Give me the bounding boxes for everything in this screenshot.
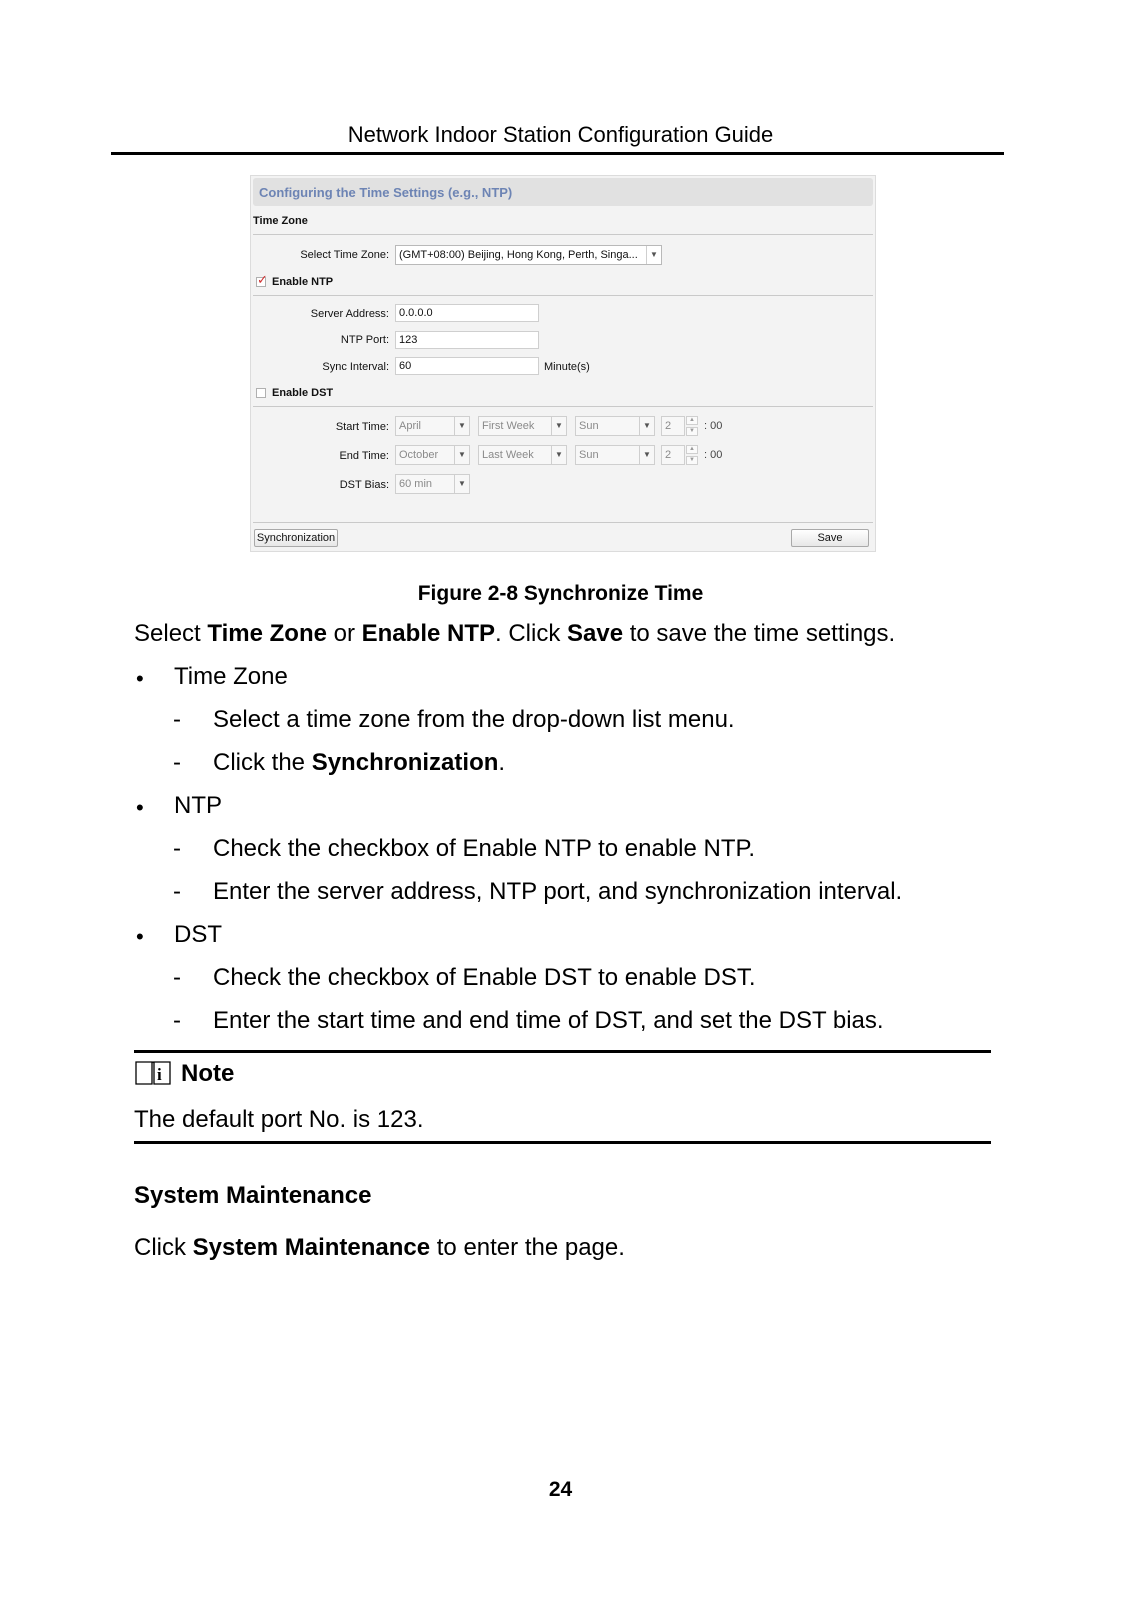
chevron-down-icon: ▼	[639, 446, 654, 464]
dash-marker: -	[173, 878, 181, 905]
end-hour-value: 2	[661, 445, 685, 465]
separator	[253, 406, 873, 407]
start-hour-spinner[interactable]	[661, 416, 699, 436]
spinner-up-icon[interactable]: ▲	[686, 445, 698, 454]
ntp-port-input[interactable]: 123	[395, 331, 539, 349]
note-bottom-rule	[134, 1141, 991, 1144]
system-maintenance-paragraph: Click System Maintenance to enter the page.	[134, 1234, 625, 1261]
chevron-down-icon: ▼	[454, 446, 469, 464]
dash-marker: -	[173, 749, 181, 776]
spinner-down-icon[interactable]: ▼	[686, 456, 698, 465]
chevron-down-icon: ▼	[454, 417, 469, 435]
dst-bias-select[interactable]	[395, 474, 470, 494]
ntp-item-2: Enter the server address, NTP port, and synchronization interval.	[213, 878, 903, 905]
server-address-input[interactable]: 0.0.0.0	[395, 304, 539, 322]
select-time-zone-label: Select Time Zone:	[300, 249, 389, 261]
note-top-rule	[134, 1050, 991, 1053]
system-maintenance-heading: System Maintenance	[134, 1182, 372, 1209]
start-hour-value: 2	[661, 416, 685, 436]
dash-marker: -	[173, 1007, 181, 1034]
time-zone-select[interactable]	[395, 245, 662, 265]
bullet-time-zone: Time Zone	[174, 663, 288, 690]
chevron-down-icon: ▼	[454, 475, 469, 493]
note-label: Note	[181, 1060, 235, 1087]
enable-ntp-label: Enable NTP	[272, 276, 334, 288]
svg-text:i: i	[157, 1065, 162, 1084]
intro-paragraph: Select Time Zone or Enable NTP. Click Save to save the time settings.	[134, 620, 896, 647]
start-week-value: First Week	[482, 420, 535, 432]
note-book-icon	[135, 1060, 171, 1086]
bullet-ntp: NTP	[174, 792, 222, 819]
start-minutes: : 00	[704, 420, 723, 432]
sync-interval-unit: Minute(s)	[544, 361, 590, 373]
start-day-select[interactable]	[575, 416, 655, 436]
server-address-label: Server Address:	[310, 308, 389, 320]
enable-dst-label: Enable DST	[272, 387, 334, 399]
start-week-select[interactable]	[478, 416, 567, 436]
spinner-up-icon[interactable]: ▲	[686, 416, 698, 425]
chevron-down-icon: ▼	[639, 417, 654, 435]
end-day-value: Sun	[579, 449, 599, 461]
bullet-icon: •	[136, 924, 144, 949]
chevron-down-icon: ▼	[551, 417, 566, 435]
sync-interval-input[interactable]: 60	[395, 357, 539, 375]
dst-item-1: Check the checkbox of Enable DST to enable DST.	[213, 964, 756, 991]
end-month-value: October	[399, 449, 439, 461]
figure-caption: Figure 2-8 Synchronize Time	[417, 582, 704, 605]
time-settings-screenshot	[250, 175, 876, 552]
start-day-value: Sun	[579, 420, 599, 432]
note-text: The default port No. is 123.	[134, 1106, 424, 1133]
end-hour-spinner[interactable]	[661, 445, 699, 465]
panel-titlebar	[253, 178, 873, 206]
dash-marker: -	[173, 964, 181, 991]
bullet-icon: •	[136, 795, 144, 820]
separator	[253, 522, 873, 523]
separator	[253, 295, 873, 296]
time-zone-section-title: Time Zone	[253, 215, 308, 227]
ntp-port-label: NTP Port:	[340, 334, 389, 346]
dst-item-2: Enter the start time and end time of DST, and set the DST bias.	[213, 1007, 884, 1034]
dash-marker: -	[173, 835, 181, 862]
save-button[interactable]: Save	[791, 529, 869, 547]
start-month-select[interactable]	[395, 416, 470, 436]
header-rule	[111, 152, 1004, 155]
time-zone-value: (GMT+08:00) Beijing, Hong Kong, Perth, Singa...	[399, 249, 638, 261]
ntp-item-1: Check the checkbox of Enable NTP to enable NTP.	[213, 835, 756, 862]
running-header: Network Indoor Station Configuration Guide	[347, 122, 774, 147]
dst-bias-label: DST Bias:	[339, 479, 389, 491]
checkmark-icon: ✓	[257, 272, 268, 287]
separator	[253, 234, 873, 235]
chevron-down-icon: ▼	[551, 446, 566, 464]
enable-dst-checkbox[interactable]	[256, 388, 266, 398]
sync-interval-label: Sync Interval:	[322, 361, 389, 373]
page-number: 24	[548, 1478, 573, 1501]
tz-item-1: Select a time zone from the drop-down list menu.	[213, 706, 735, 733]
start-time-label: Start Time:	[335, 421, 389, 433]
chevron-down-icon: ▼	[646, 246, 661, 264]
synchronization-button[interactable]: Synchronization	[254, 529, 338, 547]
bullet-icon: •	[136, 666, 144, 691]
dash-marker: -	[173, 706, 181, 733]
dst-bias-value: 60 min	[399, 478, 433, 490]
end-day-select[interactable]	[575, 445, 655, 465]
enable-ntp-checkbox[interactable]	[256, 272, 268, 287]
start-month-value: April	[399, 420, 422, 432]
end-week-value: Last Week	[482, 449, 534, 461]
bullet-dst: DST	[174, 921, 222, 948]
end-month-select[interactable]	[395, 445, 470, 465]
tz-item-2: Click the Synchronization.	[213, 749, 506, 776]
end-week-select[interactable]	[478, 445, 567, 465]
end-time-label: End Time:	[339, 450, 389, 462]
spinner-down-icon[interactable]: ▼	[686, 427, 698, 436]
end-minutes: : 00	[704, 449, 723, 461]
panel-title: Configuring the Time Settings (e.g., NTP)	[259, 185, 513, 200]
